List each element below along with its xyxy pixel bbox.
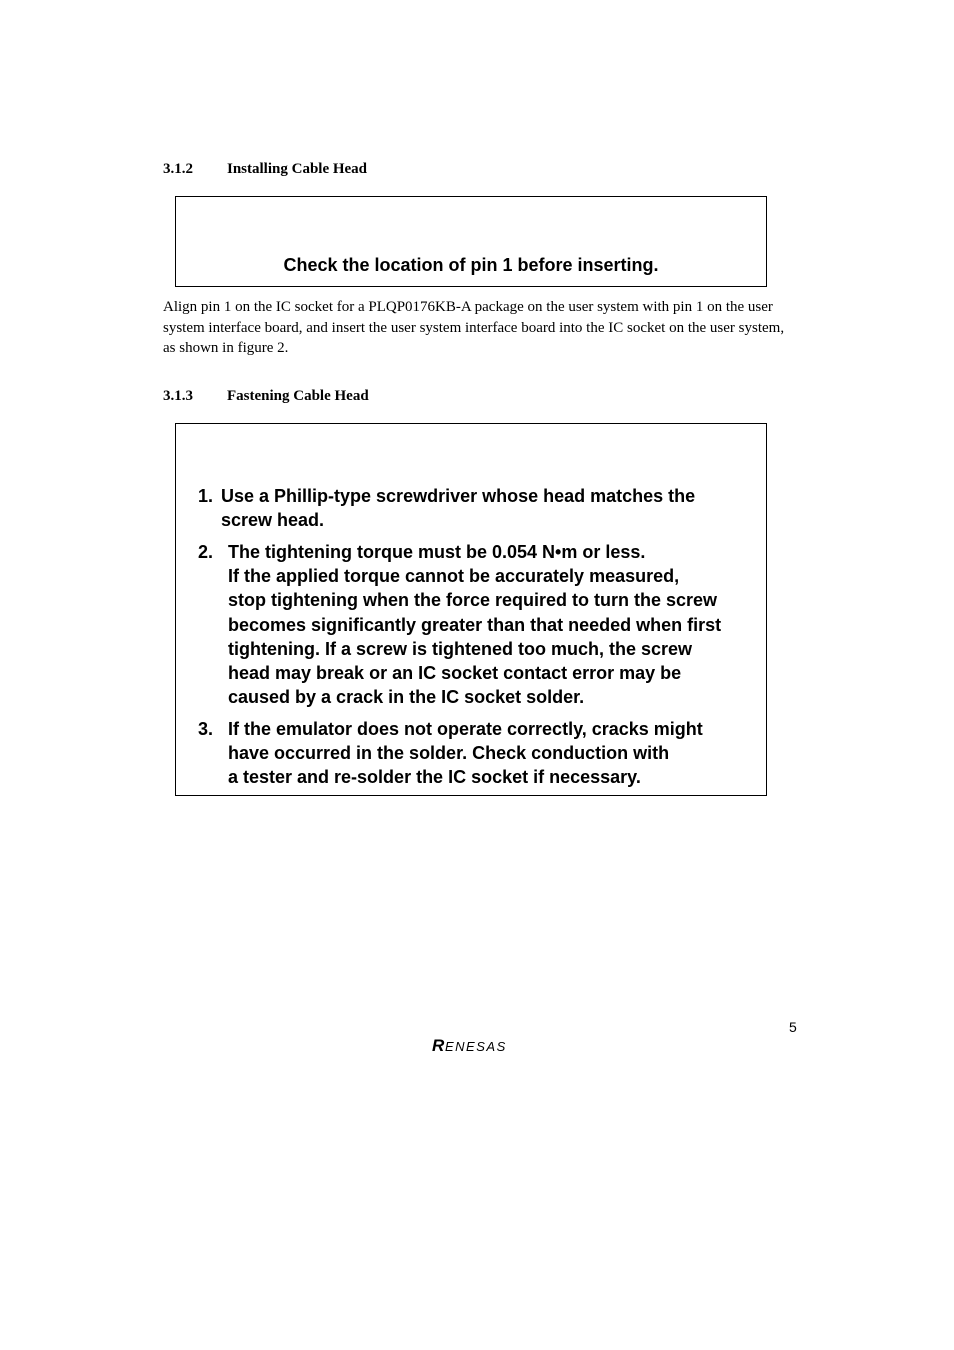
item-number: 1.: [198, 486, 214, 506]
svg-text:ENESAS: ENESAS: [445, 1039, 507, 1054]
caution-box-fasten: [175, 423, 767, 796]
section-heading-3-1-2: [163, 161, 367, 178]
renesas-logo: [432, 1036, 532, 1059]
section-title: Fastening Cable Head: [227, 388, 369, 404]
item-number: 3.: [198, 719, 214, 739]
item-text: Use a Phillip-type screwdriver whose head matches the screw head.: [221, 486, 696, 531]
section-title: Installing Cable Head: [227, 161, 368, 177]
section-number: 3.1.2: [163, 161, 193, 177]
item-text: If the emulator does not operate correctly, cracks might have occurred in the solder. Check conduction with a tester and re-solder the IC socket if necessary.: [228, 719, 703, 788]
svg-text:R: R: [432, 1036, 445, 1054]
page-number: 5: [789, 1019, 797, 1035]
caution-box-install: [175, 196, 767, 287]
item-number: 2.: [198, 542, 214, 562]
renesas-logo-icon: [432, 1036, 532, 1054]
section-number: 3.1.3: [163, 388, 193, 404]
caution-text: Check the location of pin 1 before inserting.: [283, 255, 659, 275]
item-text: The tightening torque must be 0.054 N•m or less. If the applied torque cannot be accurately measured, stop tightening when the force required to turn the screw becomes significantly greater than that needed when first tightening. If a screw is tightened too much, the screw head may break or an IC socket contact error may be caused by a crack in the IC socket solder.: [228, 542, 722, 708]
section-heading-3-1-3: [163, 388, 369, 405]
body-paragraph: Align pin 1 on the IC socket for a PLQP0176KB-A package on the user system with pin 1 on the user system interface board, and insert the user system interface board into the IC socket on the user system, as shown in figure 2.: [163, 299, 785, 356]
